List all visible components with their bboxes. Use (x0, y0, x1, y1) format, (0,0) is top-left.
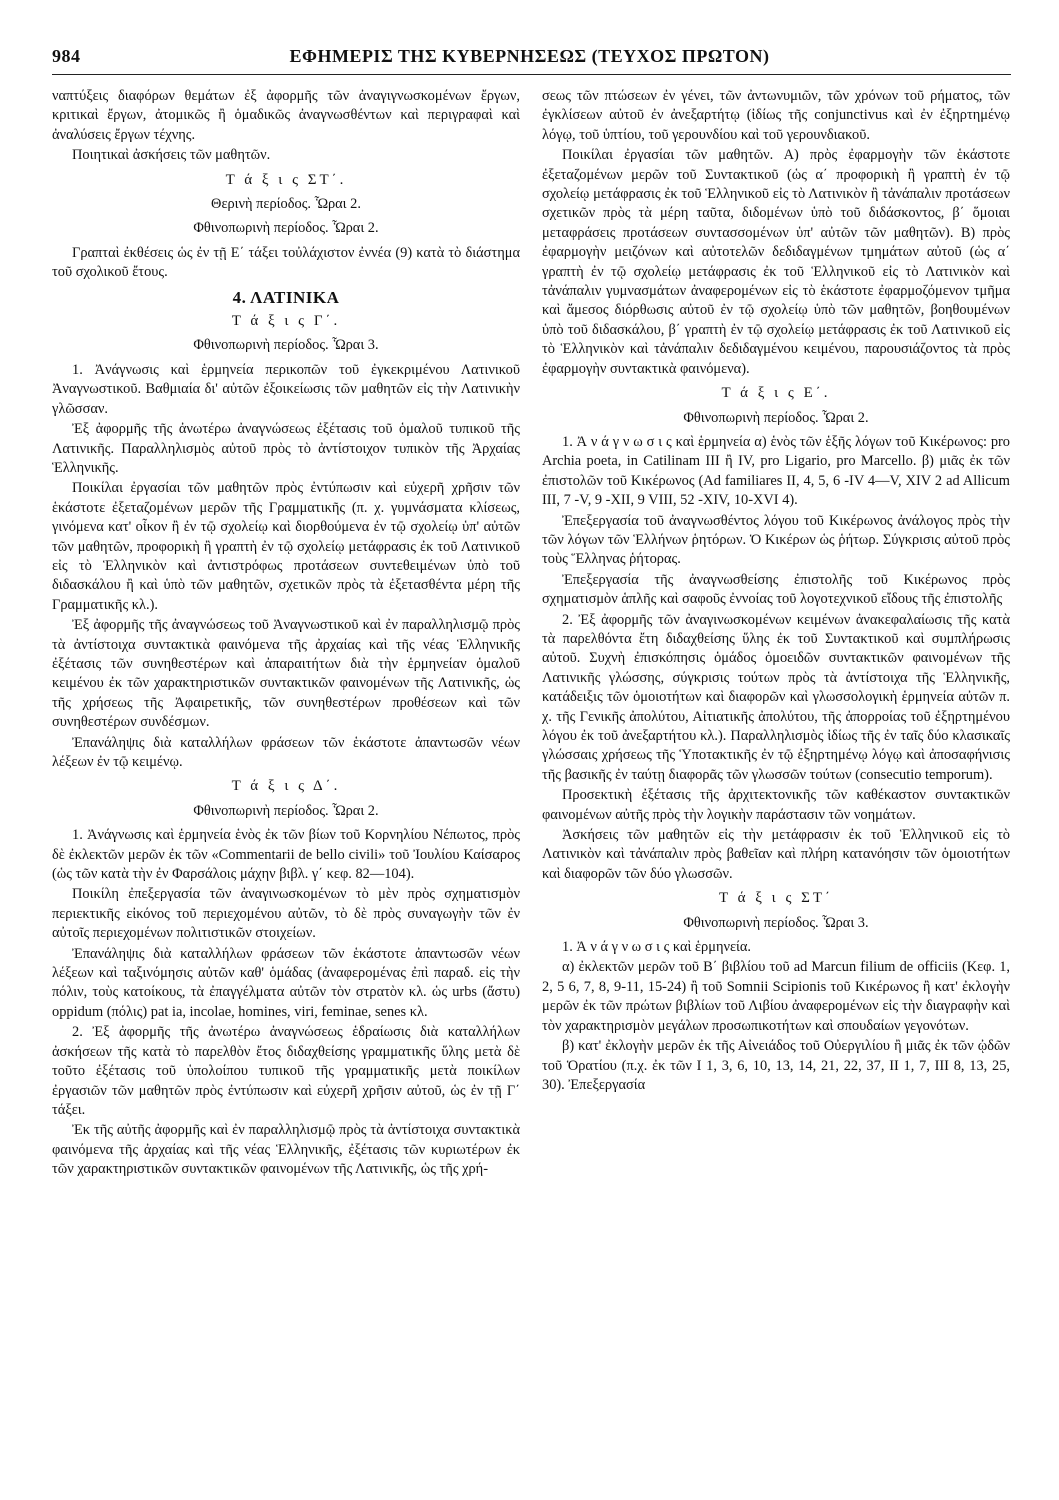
gazette-title: ΕΦΗΜΕΡΙΣ ΤΗΣ ΚΥΒΕΡΝΗΣΕΩΣ (ΤΕΥΧΟΣ ΠΡΩΤΟΝ) (289, 46, 770, 66)
paragraph: Ἐκ τῆς αὐτῆς ἀφορμῆς καὶ ἐν παραλληλισμῷ πρὸς τὰ ἀντίστοιχα συντακτικὰ φαινόμενα τῆς ἀρχαίας καὶ τῆς νέας Ἑλληνικῆς, ἐξέτασις τῶν κυριωτέρων ἐκ τῶν χαρακτηριστικῶν συντακτικῶν φαινομένων τῆς Λατινικῆς, ὡς τῆς χρή- (52, 1122, 520, 1178)
paragraph: 1. Ἀ ν ά γ ν ω σ ι ς καὶ ἑρμηνεία. (562, 939, 752, 956)
paragraph: ναπτύξεις διαφόρων θεμάτων ἐξ ἀφορμῆς τῶν ἀναγιγνωσκομένων ἔργων, κριτικαὶ ἔργων, ἀτομικῶς ἢ ὁμαδικῶς ἀναγνωσθέντων καὶ περιγραφαὶ καὶ ἀναλύσεις ἔργων τέχνης. (52, 88, 520, 143)
period-line: Φθινοπωρινὴ περίοδος. Ὧραι 3. (683, 914, 869, 931)
class-heading: Τ ά ξ ι ς ΣΤ΄. (225, 171, 347, 188)
paragraph: σεως τῶν πτώσεων ἐν γένει, τῶν ἀντωνυμιῶν, τῶν χρόνων τοῦ ρήματος, τῶν ἐγκλίσεων αὐτοῦ ἐν ἀνεξαρτήτῳ (ἰδίως τῆς conjunctivus καὶ ἐν ἐξηρτημένῳ λόγῳ, τοῦ ὑπτίου, τοῦ γερουνδίου καὶ τοῦ γερουνδιακοῦ. (542, 88, 1010, 143)
paragraph: β) κατ' ἐκλογὴν μερῶν ἐκ τῆς Αἰνειάδος τοῦ Οὐεργιλίου ἢ μιᾶς ἐκ τῶν ᾠδῶν τοῦ Ὁρατίου (π.χ. ἐκ τῶν I 1, 3, 6, 10, 13, 14, 21, 22, 37, II 1, 7, III 8, 13, 25, 30). Ἐπεξεργασία (542, 1038, 1010, 1093)
paragraph: Ἀσκήσεις τῶν μαθητῶν εἰς τὴν μετάφρασιν ἐκ τοῦ Ἑλληνικοῦ εἰς τὸ Λατινικὸν καὶ τἀνάπαλιν πρὸς βαθεῖαν καὶ πλήρη κατανόησιν τῶν ὁμοιοτήτων καὶ διαφορῶν τῶν δύο γλωσσῶν. (542, 827, 1010, 882)
period-line: Φθινοπωρινὴ περίοδος. Ὧραι 2. (193, 220, 379, 237)
period-line: Θερινὴ περίοδος. Ὧραι 2. (211, 196, 361, 213)
section-heading: 4. ΛΑΤΙΝΙΚΑ (232, 287, 340, 307)
paragraph: Προσεκτικὴ ἐξέτασις τῆς ἀρχιτεκτονικῆς τῶν καθέκαστον συντακτικῶν φαινομένων αὐτῆς πρὸς τὴν λογικὴν παράστασιν τῶν νοημάτων. (542, 787, 1010, 823)
paragraph: α) ἐκλεκτῶν μερῶν τοῦ Β΄ βιβλίου τοῦ ad Marcun filium de officiis (Κεφ. 1, 2, 5 6, 7, 8, 9-11, 15-24) ἢ τοῦ Somnii Scipionis τοῦ Κικέρωνος ἢ κατ' ἐκλογὴν μερῶν ἐκ τῶν πρώτων βιβλίων τοῦ Λιβίου ἀναφερομένων εἰς τὴν διαγραφὴν καὶ τὸν χαρακτηρισμὸν μεγάλων προσωπικοτήτων καὶ σπουδαίων γεγονότων. (542, 959, 1010, 1034)
page-number: 984 (52, 46, 81, 66)
class-heading: Τ ά ξ ι ς Ε΄. (721, 385, 831, 402)
paragraph: Ποικίλαι ἐργασίαι τῶν μαθητῶν πρὸς ἐντύπωσιν καὶ εὐχερῆ χρῆσιν τῶν ἑκάστοτε ἐξεταζομένων μερῶν τῆς Γραμματικῆς (π. χ. γυμνάσματα κλίσεως, γινόμενα κατ' οἶκον ἢ ἐν τῷ σχολείῳ καὶ διορθούμενα ἐν τῷ σχολείῳ ὑπ' αὐτῶν τῶν μαθητῶν, προφορικὴ ἢ γραπτὴ ἐν τῷ σχολείῳ μετάφρασις ἐκ τοῦ Λατινικοῦ εἰς τὸ Ἑλληνικὸν καὶ ἀντιστρόφως προτάσεων συντεθειμένων ὑπὸ τοῦ διδασκάλου ἢ καὶ ὑπὸ τῶν μαθητῶν, σχετικῶν πρὸς τὰ ἐξετασθέντα μέρη τῆς Γραμματικῆς κλ.). (52, 480, 520, 613)
left-column (52, 87, 520, 1181)
period-line: Φθινοπωρινὴ περίοδος. Ὧραι 3. (193, 337, 379, 354)
paragraph: Ἐπανάληψις διὰ καταλλήλων φράσεων τῶν ἑκάστοτε ἀπαντωσῶν νέων λέξεων καὶ ταξινόμησις αὐτῶν καθ' ὁμάδας (ἀναφερομένας ἐπὶ παραδ. εἰς τὴν πόλιν, τοὺς κατοίκους, τὰ ἐπαγγέλματα αὐτῶν τὸν στρατὸν κλ. ὡς urbs (ἄστυ) oppidum (πόλις) pat ia, incolae, homines, viri, feminae, senes κλ. (52, 945, 520, 1020)
paragraph: 1. Ἀ ν ά γ ν ω σ ι ς καὶ ἑρμηνεία α) ἑνὸς τῶν ἑξῆς λόγων τοῦ Κικέρωνος: pro Archia poeta, in Catilinam III ἢ IV, pro Ligario, pro Marcello. β) μιᾶς ἐκ τῶν ἐπιστολῶν τοῦ Κικέρωνος (Ad familiares II, 4, 5, 6 -IV 4—V, XIV 2 ad Allicum III, 7 -V, 9 -XII, 9 VIII, 52 -XIV, 10-XVI 4). (542, 433, 1010, 509)
paragraph: 2. Ἐξ ἀφορμῆς τῶν ἀναγινωσκομένων κειμένων ἀνακεφαλαίωσις τῆς κατὰ τὰ παρελθόντα ἔτη διδαχθείσης ὕλης ἐκ τοῦ Συντακτικοῦ καὶ συμπλήρωσις αὐτοῦ. Συχνὴ ἐπισκόπησις ὁμάδος ὁμοειδῶν συντακτικῶν φαινομένων τῆς Λατινικῆς γλώσσης, σύγκρισις τούτων πρὸς τὰ ἀντίστοιχα τῆς Ἑλληνικῆς, κατάδειξις τῶν ὁμοιοτήτων καὶ διαφορῶν καὶ γλωσσολογικὴ ἑρμηνεία αὐτῶν π. χ. τῆς Γενικῆς ἀπολύτου, Αἰτιατικῆς ἀπολύτου, τῆς ἀπορροίας τοῦ ἐξηρτημένου λόγου ἐκ τοῦ ἀνεξαρτήτου κλ.). Παραλληλισμὸς ἰδίως τῆς ἐν ταῖς δύο κλασικαῖς γλώσσαις χρήσεως τῆς Ὑποτακτικῆς ἐν τῷ ἐξηρτημένῳ λόγῳ καὶ ἀποσαφήνισις τῆς βασικῆς ἐν ταύτῃ διαφορᾶς τῶν γλωσσῶν τούτων (consecutio temporum). (542, 611, 1010, 783)
class-heading: Τ ά ξ ι ς ΣΤ΄ (718, 890, 834, 907)
paragraph: Ἐπεξεργασία τοῦ ἀναγνωσθέντος λόγου τοῦ Κικέρωνος ἀνάλογος πρὸς τὴν τῶν λόγων τῶν Ἑλλήνων ῥητόρων. Ὁ Κικέρων ὡς ῥήτωρ. Σύγκρισις αὐτοῦ πρὸς τοὺς Ἕλληνας ῥήτορας. (542, 512, 1010, 568)
text-columns (52, 87, 1011, 1181)
paragraph: Ἐπανάληψις διὰ καταλλήλων φράσεων τῶν ἑκάστοτε ἀπαντωσῶν νέων λέξεων ἐν τῷ κειμένῳ. (52, 734, 520, 770)
period-line: Φθινοπωρινὴ περίοδος. Ὧραι 2. (683, 409, 869, 426)
right-column (542, 87, 1010, 1181)
paragraph: Ποικίλη ἐπεξεργασία τῶν ἀναγινωσκομένων τὸ μὲν πρὸς σχηματισμὸν περιεκτικῆς εἰκόνος τοῦ περιεχομένου αὐτῶν, τὸ δὲ πρὸς συναγωγὴν τῶν ἐν αὐτοῖς περιεχομένων πολιτιστικῶν στοιχείων. (52, 886, 520, 942)
paragraph: Ἐπεξεργασία τῆς ἀναγνωσθείσης ἐπιστολῆς τοῦ Κικέρωνος πρὸς σχηματισμὸν ἁπλῆς καὶ σαφοῦς ἐννοίας τοῦ λογοτεχνικοῦ εἴδους τῆς ἐπιστολῆς (542, 571, 1010, 608)
paragraph: Ποικίλαι ἐργασίαι τῶν μαθητῶν. Α) πρὸς ἐφαρμογὴν τῶν ἑκάστοτε ἐξεταζομένων μερῶν τοῦ Συντακτικοῦ (ὡς α΄ προφορικὴ ἢ γραπτὴ ἐν τῷ σχολείῳ μετάφρασις ἐκ τοῦ Ἑλληνικοῦ εἰς τὸ Λατινικὸν ἢ τἀνάπαλιν προτάσεων σχετικῶν πρὸς τὰ μέρη ταῦτα, διδομένων ὑπὸ τοῦ διδάσκοντος, β΄ ὅμοιαι μεταφράσεις προτάσεων συντασσομένων ὑπ' αὐτῶν τῶν μαθητῶν). Β) πρὸς ἐφαρμογὴν μειζόνων καὶ αὐτοτελῶν δεδιδαγμένων τμημάτων αὐτοῦ (ὡς α΄ γραπτὴ ἐν τῷ σχολείῳ μετάφρασις ἐκ τοῦ Ἑλληνικοῦ εἰς τὸ Λατινικὸν καὶ τἀνάπαλιν γυμνασμάτων ἀναφερομένων εἰς τὸ ἑκάστοτε ἐφαρμοζόμενον τμῆμα καὶ ἄμεσος διόρθωσις αὐτοῦ ἐν τῷ σχολείῳ ὑπὸ τῶν μαθητῶν, βοηθουμένων ὑπὸ τοῦ διδασκάλου, β΄ γραπτὴ ἐν τῷ σχολείῳ μετάφρασις ἐκ τοῦ Λατινικοῦ εἰς τὸ Ἑλληνικὸν καὶ τἀνάπαλιν δεδιδαγμένου κειμένου, παρουσιάζοντος τὰ πρὸς ἐφαρμογὴν συντακτικὰ φαινόμενα). (542, 147, 1010, 377)
paragraph: Ἐξ ἀφορμῆς τῆς ἀνωτέρω ἀναγνώσεως ἐξέτασις τοῦ ὁμαλοῦ τυπικοῦ τῆς Λατινικῆς. Παραλληλισμὸς αὐτοῦ πρὸς τὸ ἀντίστοιχον τυπικὸν τῆς Ἀρχαίας Ἑλληνικῆς. (52, 421, 520, 476)
paragraph: 2. Ἐξ ἀφορμῆς τῆς ἀνωτέρω ἀναγνώσεως ἑδραίωσις διὰ καταλλήλων ἀσκήσεων τῆς κατὰ τὸ παρελθὸν ἔτος διδαχθείσης γραμματικῆς ὕλης μετὰ δὲ τοῦτο ἐξέτασις τοῦ ὑπολοίπου τυπικοῦ τῆς γραμματικῆς μετὰ ποικίλων ἐργασιῶν τῶν μαθητῶν πρὸς ἐντύπωσιν καὶ εὐχερῆ χρῆσιν αὐτοῦ, ὡς ἐν τῇ Γ΄ τάξει. (52, 1024, 520, 1118)
page-header (52, 46, 1011, 75)
paragraph: 1. Ἀνάγνωσις καὶ ἑρμηνεία περικοπῶν τοῦ ἐγκεκριμένου Λατινικοῦ Ἀναγνωστικοῦ. Βαθμιαία δι' αὐτῶν ἐξοικείωσις τῶν μαθητῶν εἰς τὴν Λατινικὴν γλῶσσαν. (52, 361, 520, 417)
paragraph: Ποιητικαὶ ἀσκήσεις τῶν μαθητῶν. (72, 147, 271, 164)
paragraph: 1. Ἀνάγνωσις καὶ ἑρμηνεία ἑνὸς ἐκ τῶν βίων τοῦ Κορνηλίου Νέπωτος, πρὸς δὲ ἐκλεκτῶν μερῶν ἐκ τῶν «Commentarii de bello civili» τοῦ Ἰουλίου Καίσαρος (ὡς τῶν κατὰ τὴν ἐν Φαρσάλοις μάχην βιβλ. γ΄ κεφ. 82—104). (52, 827, 520, 883)
period-line: Φθινοπωρινὴ περίοδος. Ὧραι 2. (193, 802, 379, 819)
paragraph: Ἐξ ἀφορμῆς τῆς ἀναγνώσεως τοῦ Ἀναγνωστικοῦ καὶ ἐν παραλληλισμῷ πρὸς τὰ ἀντίστοιχα συντακτικὰ φαινόμενα τῆς ἀρχαίας καὶ τῆς νέας Ἑλληνικῆς ἐξέτασις τῶν συνηθεστέρων καὶ ἀπαραιτήτων διὰ τὴν ἑρμηνείαν ὁμαλοῦ κειμένου ἐκ τῶν χαρακτηριστικῶν συντακτικῶν φαινομένων τῆς Λατινικῆς, ὡς τῆς χρήσεως τῆς Ἀφαιρετικῆς, τῶν συνηθεστέρων προθέσεων καὶ τῶν συνηθεστέρων συνδέσμων. (52, 617, 520, 731)
paragraph: Γραπταὶ ἐκθέσεις ὡς ἐν τῇ Ε΄ τάξει τοὐλάχιστον ἐννέα (9) κατὰ τὸ διάστημα τοῦ σχολικοῦ ἔτους. (52, 244, 520, 281)
class-heading: Τ ά ξ ι ς Γ΄. (231, 313, 341, 330)
class-heading: Τ ά ξ ι ς Δ΄. (231, 778, 341, 795)
